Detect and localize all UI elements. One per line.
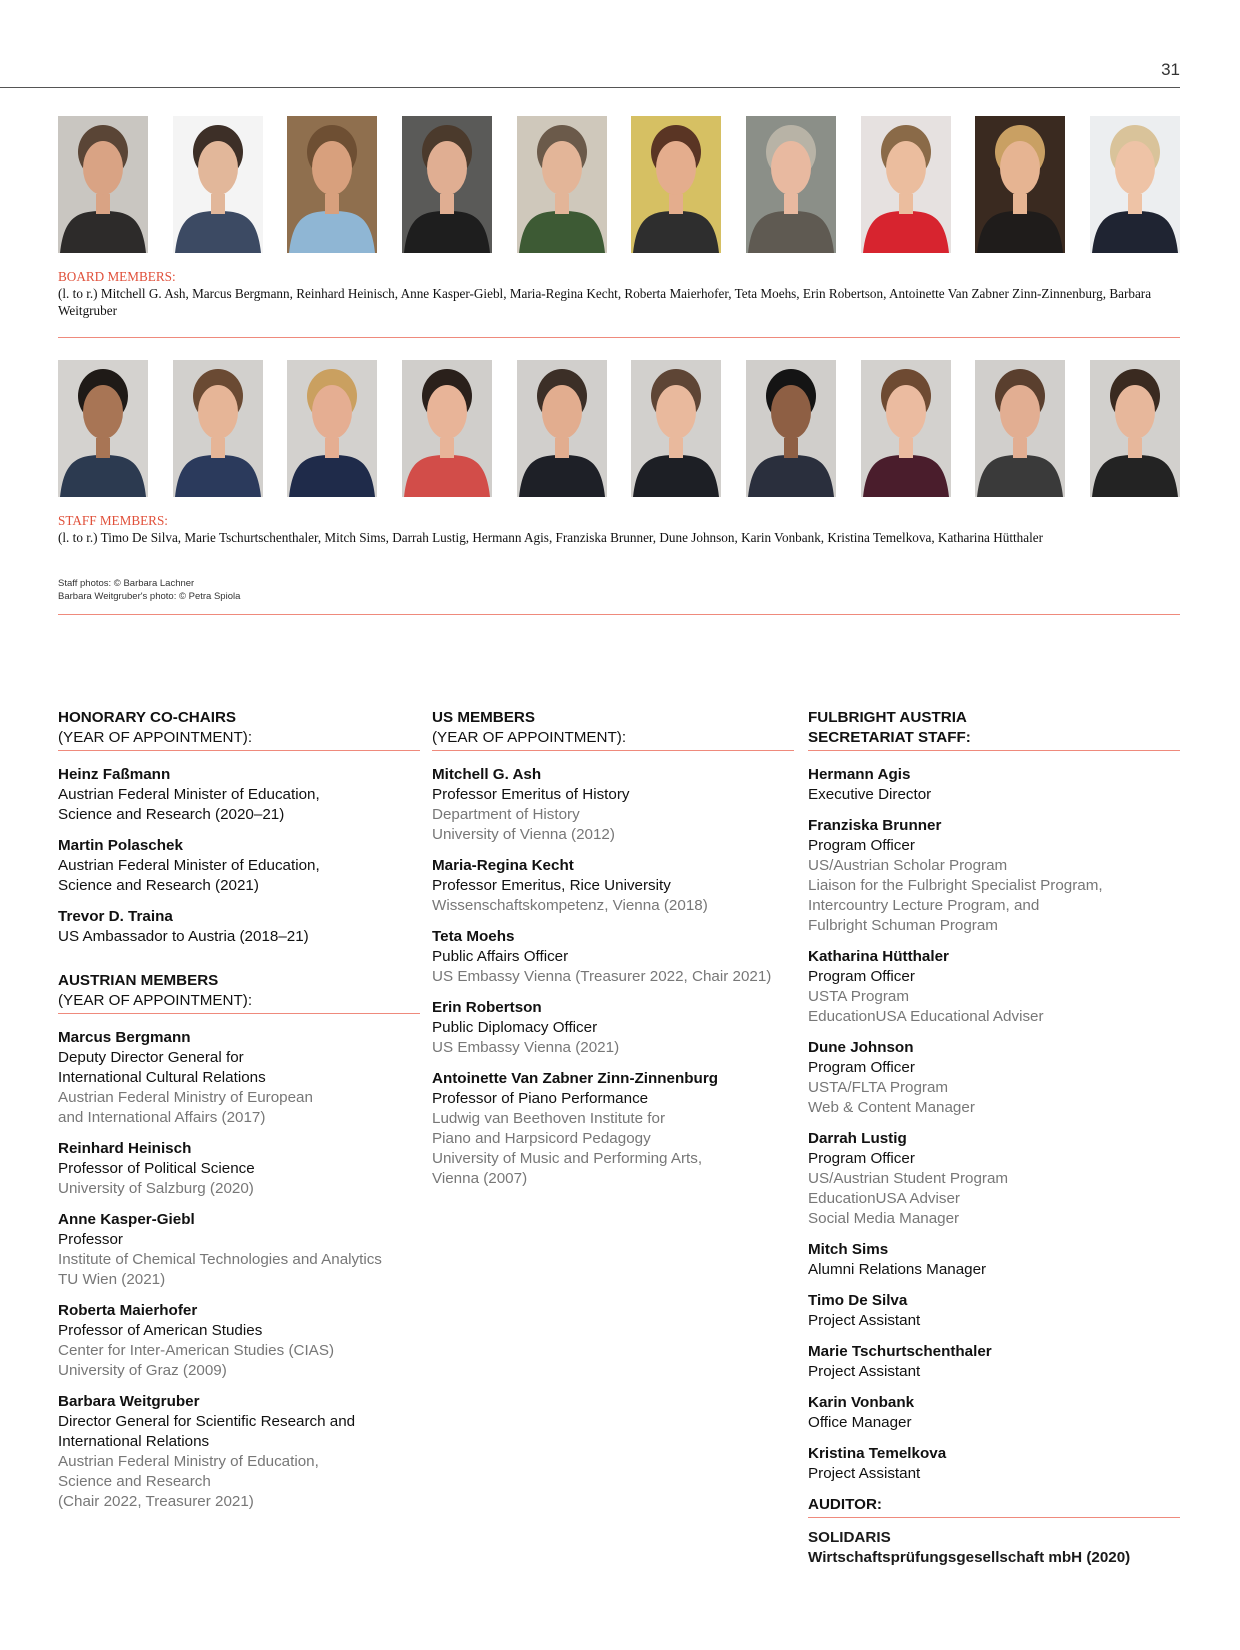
portrait-image — [1090, 360, 1180, 497]
member-entry — [432, 927, 794, 987]
portrait-image — [58, 116, 148, 253]
member-entry — [808, 1240, 1180, 1280]
member-name: Maria-Regina Kecht — [432, 857, 574, 874]
member-entry — [808, 1038, 1180, 1118]
member-affiliation: Intercountry Lecture Program, and — [808, 897, 1040, 914]
board-caption — [58, 268, 1180, 319]
credit-line: Staff photos: © Barbara Lachner — [58, 578, 195, 589]
member-affiliation: Austrian Federal Ministry of European — [58, 1089, 313, 1106]
member-name: Antoinette Van Zabner Zinn-Zinnenburg — [432, 1070, 719, 1087]
member-role: Science and Research (2021) — [58, 877, 259, 894]
divider-credits — [58, 614, 1180, 615]
member-name: Timo De Silva — [808, 1292, 908, 1309]
member-entry — [432, 765, 794, 845]
board-caption-label: BOARD MEMBERS: — [58, 269, 176, 284]
member-affiliation: Center for Inter-American Studies (CIAS) — [58, 1342, 335, 1359]
staff-member-photo — [1090, 360, 1180, 497]
member-role: Alumni Relations Manager — [808, 1261, 987, 1278]
member-role: International Relations — [58, 1433, 210, 1450]
member-affiliation: USTA Program — [808, 988, 909, 1005]
board-photo-row — [58, 116, 1180, 253]
member-entry — [432, 998, 794, 1058]
member-affiliation: Social Media Manager — [808, 1210, 960, 1227]
member-entry — [58, 1028, 420, 1128]
member-role: Program Officer — [808, 837, 915, 854]
member-name: Martin Polaschek — [58, 837, 183, 854]
member-affiliation: USTA/FLTA Program — [808, 1079, 949, 1096]
member-entry — [432, 1069, 794, 1189]
member-name: Franziska Brunner — [808, 817, 942, 834]
portrait-image — [631, 360, 721, 497]
austrian-list — [58, 1028, 420, 1512]
us-list — [432, 765, 794, 1189]
member-entry — [808, 947, 1180, 1027]
section-title: FULBRIGHT AUSTRIA — [808, 709, 967, 726]
auditor-name: SOLIDARIS — [808, 1529, 891, 1546]
member-role: Director General for Scientific Research and — [58, 1413, 356, 1430]
member-role: Project Assistant — [808, 1363, 921, 1380]
portrait-image — [517, 360, 607, 497]
member-affiliation: Ludwig van Beethoven Institute for — [432, 1110, 666, 1127]
member-entry — [58, 765, 420, 825]
honorary-list — [58, 765, 420, 947]
portrait-image — [746, 116, 836, 253]
section-subtitle: (YEAR OF APPOINTMENT): — [432, 729, 627, 746]
member-affiliation: TU Wien (2021) — [58, 1271, 166, 1288]
member-role: International Cultural Relations — [58, 1069, 266, 1086]
member-affiliation: US/Austrian Student Program — [808, 1170, 1009, 1187]
member-affiliation: US/Austrian Scholar Program — [808, 857, 1008, 874]
auditor-name: Wirtschaftsprüfungsgesellschaft mbH (2020) — [808, 1549, 1131, 1566]
portrait-image — [402, 360, 492, 497]
member-name: Kristina Temelkova — [808, 1445, 947, 1462]
section-title: AUDITOR: — [808, 1496, 882, 1513]
member-affiliation: University of Vienna (2012) — [432, 826, 615, 843]
credit-line: Barbara Weitgruber's photo: © Petra Spiola — [58, 591, 241, 602]
board-member-photo — [173, 116, 263, 253]
member-affiliation: (Chair 2022, Treasurer 2021) — [58, 1493, 254, 1510]
member-role: Austrian Federal Minister of Education, — [58, 857, 320, 874]
member-role: Office Manager — [808, 1414, 912, 1431]
member-name: Heinz Faßmann — [58, 766, 171, 783]
board-member-photo — [517, 116, 607, 253]
board-member-photo — [1090, 116, 1180, 253]
member-affiliation: Wissenschaftskompetenz, Vienna (2018) — [432, 897, 708, 914]
portrait-image — [517, 116, 607, 253]
section-title: US MEMBERS — [432, 709, 535, 726]
staff-member-photo — [517, 360, 607, 497]
member-affiliation: EducationUSA Educational Adviser — [808, 1008, 1044, 1025]
member-name: Marie Tschurtschenthaler — [808, 1343, 992, 1360]
member-affiliation: Department of History — [432, 806, 580, 823]
member-name: Hermann Agis — [808, 766, 911, 783]
column-right — [808, 708, 1180, 1568]
portrait-image — [975, 116, 1065, 253]
member-name: Katharina Hütthaler — [808, 948, 949, 965]
portrait-image — [1090, 116, 1180, 253]
member-entry — [58, 1301, 420, 1381]
board-member-photo — [287, 116, 377, 253]
member-entry — [432, 856, 794, 916]
staff-caption-text: (l. to r.) Timo De Silva, Marie Tschurtschenthaler, Mitch Sims, Darrah Lustig, Hermann Agis, Franziska Brunner, Dune Johnson, Karin Vonbank, Kristina Temelkova, Katharina Hütthaler — [58, 530, 1044, 545]
member-entry — [808, 1129, 1180, 1229]
board-member-photo — [861, 116, 951, 253]
member-role: Public Diplomacy Officer — [432, 1019, 598, 1036]
member-entry — [808, 1291, 1180, 1331]
member-affiliation: University of Graz (2009) — [58, 1362, 227, 1379]
member-entry — [808, 1444, 1180, 1484]
section-header-austrian — [58, 971, 420, 1014]
portrait-image — [975, 360, 1065, 497]
portrait-image — [402, 116, 492, 253]
member-role: Professor Emeritus, Rice University — [432, 877, 671, 894]
member-role: Project Assistant — [808, 1312, 921, 1329]
member-affiliation: US Embassy Vienna (2021) — [432, 1039, 620, 1056]
member-name: Anne Kasper-Giebl — [58, 1211, 195, 1228]
member-affiliation: Liaison for the Fulbright Specialist Program, — [808, 877, 1103, 894]
portrait-image — [631, 116, 721, 253]
member-name: Dune Johnson — [808, 1039, 914, 1056]
member-entry — [58, 1139, 420, 1199]
board-member-photo — [631, 116, 721, 253]
divider-board — [58, 337, 1180, 338]
member-name: Barbara Weitgruber — [58, 1393, 200, 1410]
member-affiliation: Austrian Federal Ministry of Education, — [58, 1453, 319, 1470]
member-entry — [808, 816, 1180, 936]
section-title: HONORARY CO-CHAIRS — [58, 709, 237, 726]
staff-member-photo — [746, 360, 836, 497]
section-subtitle: (YEAR OF APPOINTMENT): — [58, 729, 253, 746]
member-affiliation: Web & Content Manager — [808, 1099, 975, 1116]
staff-member-photo — [173, 360, 263, 497]
staff-member-photo — [975, 360, 1065, 497]
member-role: Program Officer — [808, 1059, 915, 1076]
member-name: Mitchell G. Ash — [432, 766, 542, 783]
member-role: US Ambassador to Austria (2018–21) — [58, 928, 309, 945]
member-role: Program Officer — [808, 968, 915, 985]
member-role: Deputy Director General for — [58, 1049, 244, 1066]
member-affiliation: University of Salzburg (2020) — [58, 1180, 254, 1197]
section-header-honorary — [58, 708, 420, 751]
member-entry — [58, 907, 420, 947]
board-member-photo — [402, 116, 492, 253]
member-name: Mitch Sims — [808, 1241, 889, 1258]
top-rule — [0, 87, 1180, 88]
member-affiliation: and International Affairs (2017) — [58, 1109, 266, 1126]
board-member-photo — [58, 116, 148, 253]
member-affiliation: Institute of Chemical Technologies and Analytics — [58, 1251, 382, 1268]
member-name: Reinhard Heinisch — [58, 1140, 192, 1157]
section-title: AUSTRIAN MEMBERS — [58, 972, 219, 989]
column-middle — [432, 708, 794, 1200]
portrait-image — [173, 116, 263, 253]
member-role: Public Affairs Officer — [432, 948, 569, 965]
portrait-image — [861, 360, 951, 497]
member-role: Executive Director — [808, 786, 932, 803]
staff-photo-row — [58, 360, 1180, 497]
portrait-image — [287, 116, 377, 253]
board-member-photo — [975, 116, 1065, 253]
member-entry — [808, 1393, 1180, 1433]
member-name: Darrah Lustig — [808, 1130, 907, 1147]
member-affiliation: US Embassy Vienna (Treasurer 2022, Chair 2021) — [432, 968, 772, 985]
member-affiliation: Science and Research — [58, 1473, 211, 1490]
section-header-auditor — [808, 1495, 1180, 1518]
member-role: Professor Emeritus of History — [432, 786, 630, 803]
member-role: Program Officer — [808, 1150, 915, 1167]
staff-caption — [58, 512, 1180, 546]
member-affiliation: Piano and Harpsicord Pedagogy — [432, 1130, 651, 1147]
member-role: Professor of American Studies — [58, 1322, 263, 1339]
section-subtitle: (YEAR OF APPOINTMENT): — [58, 992, 253, 1009]
member-role: Science and Research (2020–21) — [58, 806, 285, 823]
member-name: Roberta Maierhofer — [58, 1302, 198, 1319]
member-entry — [58, 1392, 420, 1512]
section-title: SECRETARIAT STAFF: — [808, 729, 971, 746]
member-entry — [58, 1210, 420, 1290]
member-role: Professor of Piano Performance — [432, 1090, 649, 1107]
board-caption-text: (l. to r.) Mitchell G. Ash, Marcus Bergmann, Reinhard Heinisch, Anne Kasper-Giebl, Maria-Regina Kecht, Roberta Maierhofer, Teta Moehs, Erin Robertson, Antoinette Van Zabner Zinn-Zinnenburg, Barbara Weitgruber — [58, 286, 1152, 318]
page-number: 31 — [1161, 60, 1180, 79]
staff-member-photo — [631, 360, 721, 497]
member-name: Teta Moehs — [432, 928, 515, 945]
member-role: Professor — [58, 1231, 123, 1248]
portrait-image — [173, 360, 263, 497]
section-header-secretariat — [808, 708, 1180, 751]
member-affiliation: Vienna (2007) — [432, 1170, 528, 1187]
portrait-image — [746, 360, 836, 497]
staff-member-photo — [58, 360, 148, 497]
board-member-photo — [746, 116, 836, 253]
portrait-image — [861, 116, 951, 253]
secretariat-list — [808, 765, 1180, 1484]
member-role: Professor of Political Science — [58, 1160, 255, 1177]
member-role: Austrian Federal Minister of Education, — [58, 786, 320, 803]
staff-member-photo — [861, 360, 951, 497]
member-name: Karin Vonbank — [808, 1394, 915, 1411]
portrait-image — [58, 360, 148, 497]
member-affiliation: University of Music and Performing Arts, — [432, 1150, 703, 1167]
member-entry — [808, 765, 1180, 805]
member-name: Trevor D. Traina — [58, 908, 173, 925]
staff-member-photo — [402, 360, 492, 497]
member-name: Erin Robertson — [432, 999, 542, 1016]
photo-credits — [58, 577, 240, 603]
member-entry — [58, 836, 420, 896]
member-affiliation: EducationUSA Adviser — [808, 1190, 960, 1207]
portrait-image — [287, 360, 377, 497]
member-name: Marcus Bergmann — [58, 1029, 191, 1046]
member-affiliation: Fulbright Schuman Program — [808, 917, 998, 934]
staff-caption-label: STAFF MEMBERS: — [58, 513, 168, 528]
section-header-us — [432, 708, 794, 751]
column-left — [58, 708, 420, 1523]
member-entry — [808, 1342, 1180, 1382]
staff-member-photo — [287, 360, 377, 497]
member-role: Project Assistant — [808, 1465, 921, 1482]
